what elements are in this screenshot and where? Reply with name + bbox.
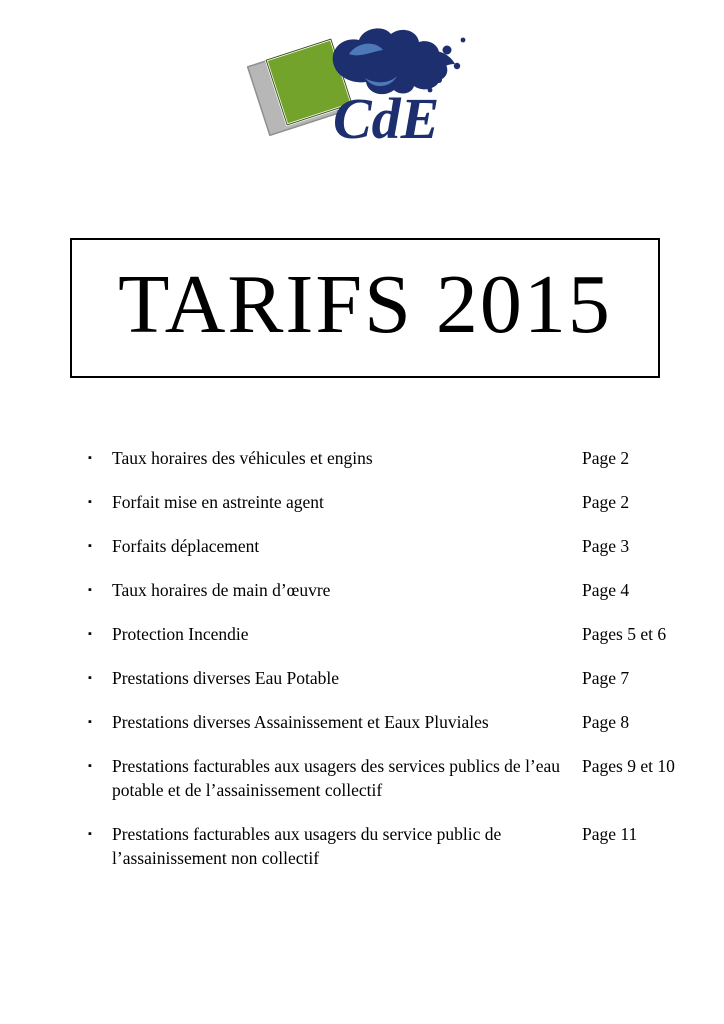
bullet-icon: ▪ [88, 540, 92, 552]
toc-item-label: Taux horaires des véhicules et engins [112, 448, 373, 468]
toc-item [88, 622, 684, 646]
toc-item-page: Page 3 [582, 536, 630, 556]
toc-item-label: Prestations diverses Eau Potable [112, 668, 339, 688]
toc-item-page: Page 8 [582, 712, 630, 732]
bullet-icon: ▪ [88, 672, 92, 684]
cde-logo-graphic [247, 26, 477, 154]
bullet-icon: ▪ [88, 496, 92, 508]
water-splash-icon [333, 28, 466, 94]
toc-item [88, 446, 684, 470]
toc-item-label: Forfait mise en astreinte agent [112, 492, 324, 512]
cde-logo [247, 26, 477, 154]
toc-item-label: Taux horaires de main d’œuvre [112, 580, 331, 600]
logo-text: CdE [333, 86, 440, 151]
toc-item [88, 754, 684, 802]
toc-item [88, 822, 684, 870]
toc-item-label: Prestations diverses Assainissement et Eaux Pluviales [112, 712, 489, 732]
bullet-icon: ▪ [88, 828, 92, 840]
toc-item-label: Forfaits déplacement [112, 536, 260, 556]
toc-item [88, 578, 684, 602]
toc-item-label: Prestations facturables aux usagers du service public de l’assainissement non collectif [112, 824, 502, 868]
bullet-icon: ▪ [88, 628, 92, 640]
toc-item-label: Protection Incendie [112, 624, 249, 644]
title-box [70, 238, 660, 378]
toc-item-page: Pages 5 et 6 [582, 624, 667, 644]
toc-list [88, 446, 684, 890]
bullet-icon: ▪ [88, 584, 92, 596]
toc-item [88, 666, 684, 690]
toc-item-page: Page 2 [582, 492, 630, 512]
bullet-icon: ▪ [88, 716, 92, 728]
toc-item [88, 534, 684, 558]
page-title: TARIFS 2015 [118, 258, 612, 351]
toc-item [88, 490, 684, 514]
bullet-icon: ▪ [88, 452, 92, 464]
toc-item-page: Pages 9 et 10 [582, 756, 675, 776]
toc-item-page: Page 7 [582, 668, 630, 688]
toc-item-page: Page 11 [582, 824, 638, 844]
toc-item-page: Page 2 [582, 448, 630, 468]
bullet-icon: ▪ [88, 760, 92, 772]
toc-item-label: Prestations facturables aux usagers des services publics de l’eau potable et de l’assainissement collectif [112, 756, 561, 800]
toc-item [88, 710, 684, 734]
toc-item-page: Page 4 [582, 580, 630, 600]
